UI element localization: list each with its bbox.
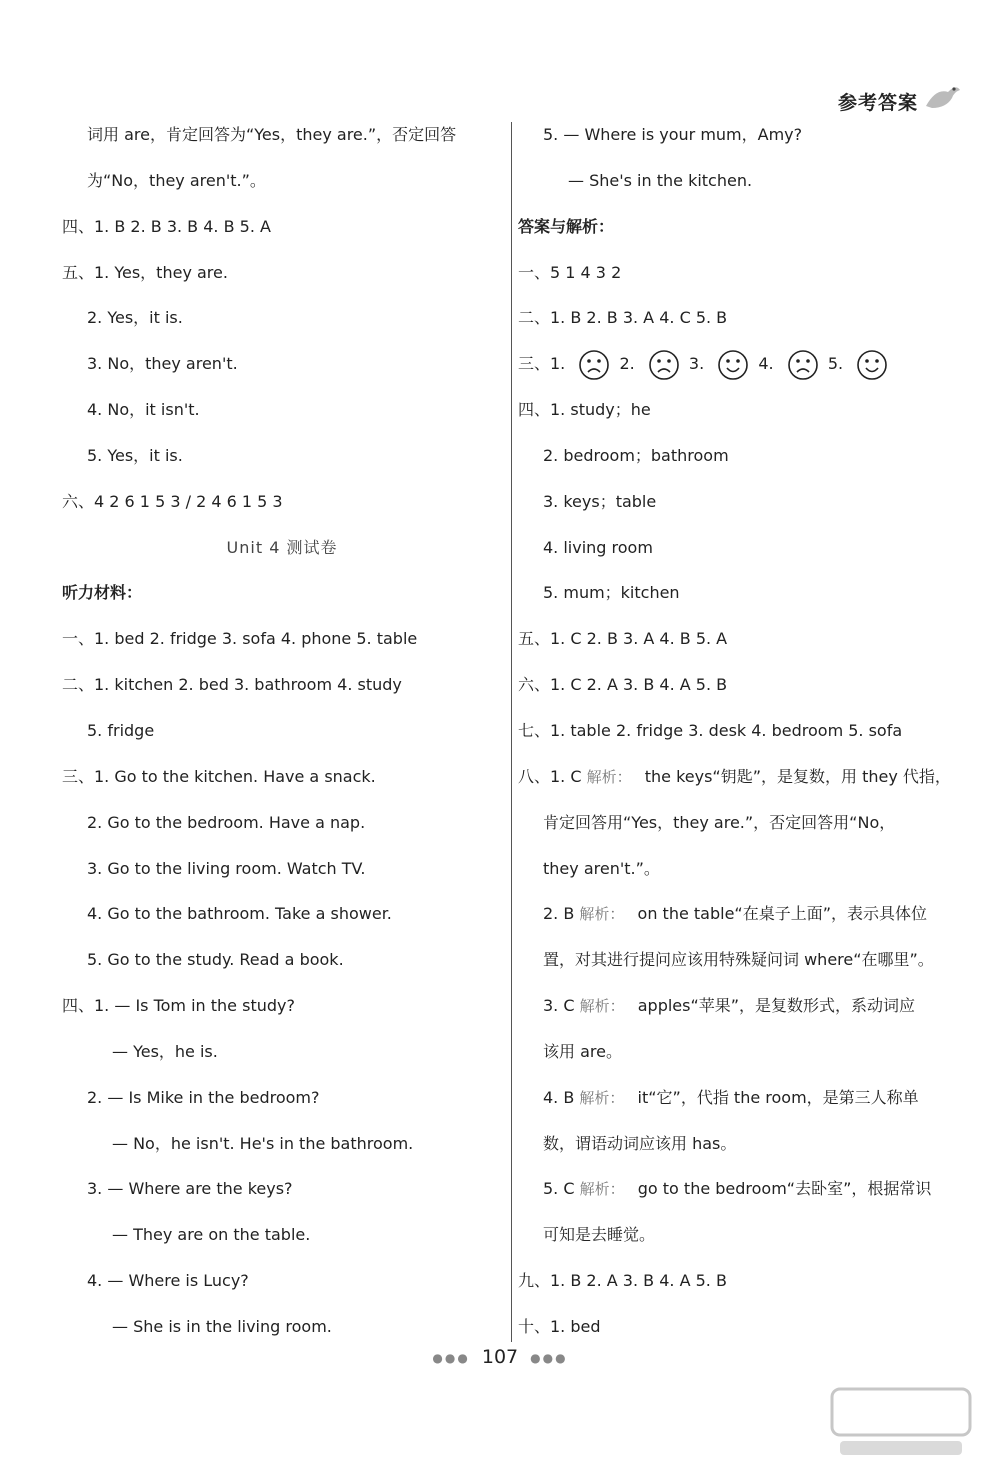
answer-line: 三、1. Go to the kitchen. Have a snack. [62, 766, 376, 786]
answer-line: 二、1. B 2. B 3. A 4. C 5. B [518, 308, 728, 328]
analysis-label: 解析： [579, 1180, 625, 1199]
analysis-text: on the table“在桌子上面”，表示具体位 [637, 904, 927, 924]
page-number: 107 [481, 1346, 519, 1368]
answer-line: 2. Go to the bedroom. Have a nap. [87, 812, 366, 832]
answer-line: 2. bedroom；bathroom [543, 445, 729, 465]
analysis-line: they aren't.”。 [543, 858, 660, 878]
answer-line: 5. Go to the study. Read a book. [87, 950, 344, 970]
dots-decoration-right: ●●● [530, 1350, 568, 1365]
header-title: 参考答案 [838, 92, 919, 114]
section-heading: 听力材料： [62, 583, 143, 603]
analysis-line: 数，谓语动词应该用 has。 [543, 1133, 737, 1153]
analysis-text: the keys“钥匙”，是复数，用 they 代指， [644, 766, 951, 786]
section-heading: 答案与解析： [518, 216, 615, 236]
happy-face-icon [717, 349, 749, 381]
sad-face-icon [578, 349, 610, 381]
answer-line: 六、4 2 6 1 5 3 / 2 4 6 1 5 3 [62, 491, 283, 511]
sad-face-icon [648, 349, 680, 381]
answer-number: 3. C [543, 996, 575, 1016]
dialogue-line: — She is in the living room. [112, 1316, 332, 1336]
section-title: Unit 4 测试卷 [226, 537, 338, 557]
analysis-line [518, 760, 963, 806]
analysis-text: it“它”，代指 the room，是第三人称单 [637, 1087, 919, 1107]
face-answer-line [518, 347, 963, 393]
analysis-label: 解析： [579, 905, 625, 924]
dialogue-line: — She's in the kitchen. [568, 170, 753, 190]
answer-line: 六、1. C 2. A 3. B 4. A 5. B [518, 675, 728, 695]
dialogue-line: — Yes，he is. [112, 1041, 218, 1061]
analysis-text: go to the bedroom“去卧室”，根据常识 [637, 1179, 932, 1199]
dialogue-line: 4. — Where is Lucy? [87, 1271, 249, 1291]
text-line: 词用 are，肯定回答为“Yes，they are.”，否定回答 [87, 125, 457, 144]
dialogue-line: 2. — Is Mike in the bedroom? [87, 1087, 320, 1107]
answer-line: 5. Yes，it is. [87, 445, 183, 465]
page-footer [0, 1346, 1000, 1368]
answer-line: 3. No，they aren't. [87, 354, 238, 374]
analysis-line: 可知是去睡觉。 [543, 1225, 656, 1245]
decorative-bird-icon [922, 78, 962, 114]
answer-number: 4. B [543, 1087, 575, 1107]
answer-line: 5. mum；kitchen [543, 583, 680, 603]
answer-line: 一、5 1 4 3 2 [518, 262, 622, 282]
dialogue-line: — They are on the table. [112, 1225, 311, 1245]
answer-line: 一、1. bed 2. fridge 3. sofa 4. phone 5. table [62, 629, 418, 649]
answer-line: 四、1. B 2. B 3. B 4. B 5. A [62, 216, 271, 236]
answer-line: 5. fridge [87, 720, 155, 740]
dots-decoration-left: ●●● [432, 1350, 470, 1365]
dialogue-line: 四、1. — Is Tom in the study? [62, 996, 295, 1016]
analysis-label: 解析： [579, 1088, 625, 1107]
left-column [62, 118, 502, 1356]
analysis-line: 该用 are。 [543, 1041, 622, 1061]
dialogue-line: 3. — Where are the keys? [87, 1179, 293, 1199]
analysis-line [518, 1081, 963, 1127]
answer-line: 二、1. kitchen 2. bed 3. bathroom 4. study [62, 675, 402, 695]
answer-line: 七、1. table 2. fridge 3. desk 4. bedroom 5. sofa [518, 720, 903, 740]
watermark-logo [826, 1385, 976, 1461]
analysis-line [518, 1172, 963, 1218]
face-prefix: 三、1. [518, 354, 566, 374]
right-column [518, 118, 963, 1356]
answer-line: 4. No，it isn't. [87, 400, 200, 420]
answer-line: 五、1. Yes，they are. [62, 262, 228, 282]
answer-number: 5. C [543, 1179, 575, 1199]
analysis-text: apples“苹果”，是复数形式，系动词应 [637, 996, 916, 1016]
answer-line: 4. living room [543, 537, 653, 557]
answer-line: 3. Go to the living room. Watch TV. [87, 858, 366, 878]
dialogue-line: 5. — Where is your mum，Amy? [543, 125, 803, 144]
answer-line: 4. Go to the bathroom. Take a shower. [87, 904, 392, 924]
answer-number: 八、1. C [518, 766, 582, 786]
analysis-line [518, 989, 963, 1035]
answer-line: 十、1. bed [518, 1316, 601, 1336]
analysis-line [518, 897, 963, 943]
face-number: 4. [758, 354, 774, 374]
answer-line: 五、1. C 2. B 3. A 4. B 5. A [518, 629, 728, 649]
answer-line: 2. Yes，it is. [87, 308, 183, 328]
analysis-line: 置，对其进行提问应该用特殊疑问词 where“在哪里”。 [543, 950, 934, 970]
column-divider [511, 122, 512, 1342]
face-number: 3. [688, 354, 705, 374]
analysis-line: 肯定回答用“Yes，they are.”，否定回答用“No， [543, 812, 896, 832]
sad-face-icon [787, 349, 819, 381]
analysis-label: 解析： [579, 997, 625, 1016]
answer-number: 2. B [543, 904, 575, 924]
answer-line: 四、1. study；he [518, 400, 651, 420]
answer-line: 九、1. B 2. A 3. B 4. A 5. B [518, 1271, 727, 1291]
happy-face-icon [856, 349, 888, 381]
answer-line: 3. keys；table [543, 491, 657, 511]
face-number: 2. [619, 354, 635, 374]
dialogue-line: — No，he isn't. He's in the bathroom. [112, 1133, 414, 1153]
face-number: 5. [827, 354, 844, 374]
text-line: 为“No，they aren't.”。 [87, 170, 266, 190]
analysis-label: 解析： [586, 767, 632, 786]
